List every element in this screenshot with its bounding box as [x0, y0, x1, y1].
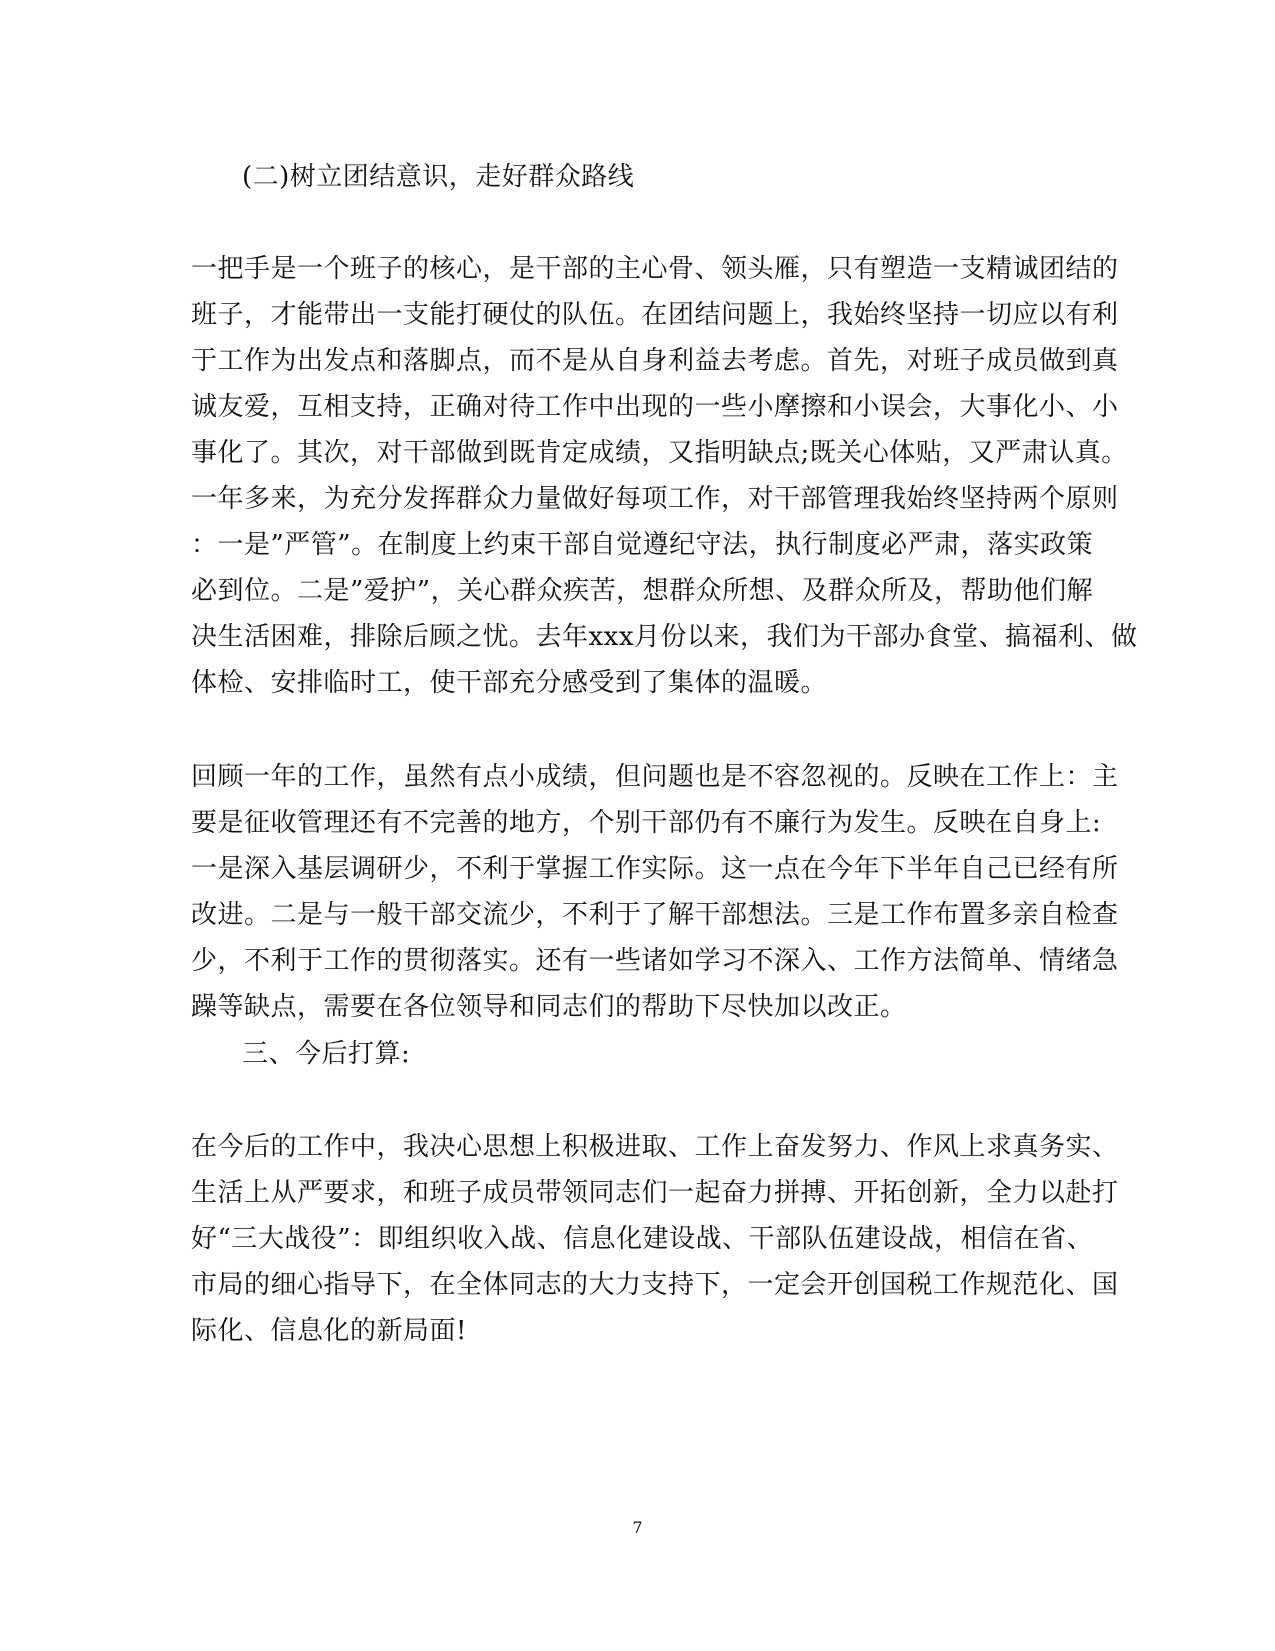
page-number: 7 — [632, 1518, 643, 1537]
paragraph-line: 于工作为出发点和落脚点，而不是从自身利益去考虑。首先，对班子成员做到真 — [191, 346, 1119, 376]
paragraph-line: 生活上从严要求，和班子成员带领同志们一起奋力拼搏、开拓创新，全力以赴打 — [191, 1178, 1119, 1208]
paragraph-line: 好“三大战役”：即组织收入战、信息化建设战、干部队伍建设战，相信在省、 — [191, 1224, 1094, 1254]
paragraph-line: 诚友爱，互相支持，正确对待工作中出现的一些小摩擦和小误会，大事化小、小 — [191, 392, 1119, 422]
paragraph-line: 要是征收管理还有不完善的地方，个别干部仍有不廉行为发生。反映在自身上: — [191, 808, 1102, 838]
paragraph-line: 班子，才能带出一支能打硬仗的队伍。在团结问题上，我始终坚持一切应以有利 — [191, 300, 1119, 330]
paragraph-line: 一是深入基层调研少，不利于掌握工作实际。这一点在今年下半年自己已经有所 — [191, 854, 1119, 884]
paragraph-line: 必到位。二是”爱护”，关心群众疾苦，想群众所想、及群众所及，帮助他们解 — [191, 576, 1094, 606]
paragraph-line: 一把手是一个班子的核心，是干部的主心骨、领头雁，只有塑造一支精诚团结的 — [191, 254, 1119, 284]
paragraph-line: 躁等缺点，需要在各位领导和同志们的帮助下尽快加以改正。 — [191, 992, 907, 1022]
paragraph-line: 事化了。其次，对干部做到既肯定成绩，又指明缺点;既关心体贴，又严肃认真。 — [191, 438, 1128, 468]
paragraph-line: 体检、安排临时工，使干部充分感受到了集体的温暖。 — [191, 668, 828, 698]
section-heading: (二)树立团结意识，走好群众路线 — [242, 162, 635, 192]
paragraph-line: 少，不利于工作的贯彻落实。还有一些诸如学习不深入、工作方法简单、情绪急 — [191, 946, 1119, 976]
paragraph-line: 际化、信息化的新局面! — [191, 1316, 467, 1346]
paragraph-line: 市局的细心指导下，在全体同志的大力支持下，一定会开创国税工作规范化、国 — [191, 1270, 1119, 1300]
paragraph-line: 决生活困难，排除后顾之忧。去年xxx月份以来，我们为干部办食堂、搞福利、做 — [191, 622, 1138, 652]
paragraph-line: 在今后的工作中，我决心思想上积极进取、工作上奋发努力、作风上求真务实、 — [191, 1132, 1119, 1162]
paragraph-line: ：一是”严管”。在制度上约束干部自觉遵纪守法，执行制度必严肃，落实政策 — [191, 530, 1094, 560]
section-heading: 三、今后打算: — [242, 1039, 411, 1069]
paragraph-line: 改进。二是与一般干部交流少，不利于了解干部想法。三是工作布置多亲自检查 — [191, 900, 1119, 930]
paragraph-line: 一年多来，为充分发挥群众力量做好每项工作，对干部管理我始终坚持两个原则 — [191, 484, 1119, 514]
paragraph-line: 回顾一年的工作，虽然有点小成绩，但问题也是不容忽视的。反映在工作上：主 — [191, 762, 1119, 792]
